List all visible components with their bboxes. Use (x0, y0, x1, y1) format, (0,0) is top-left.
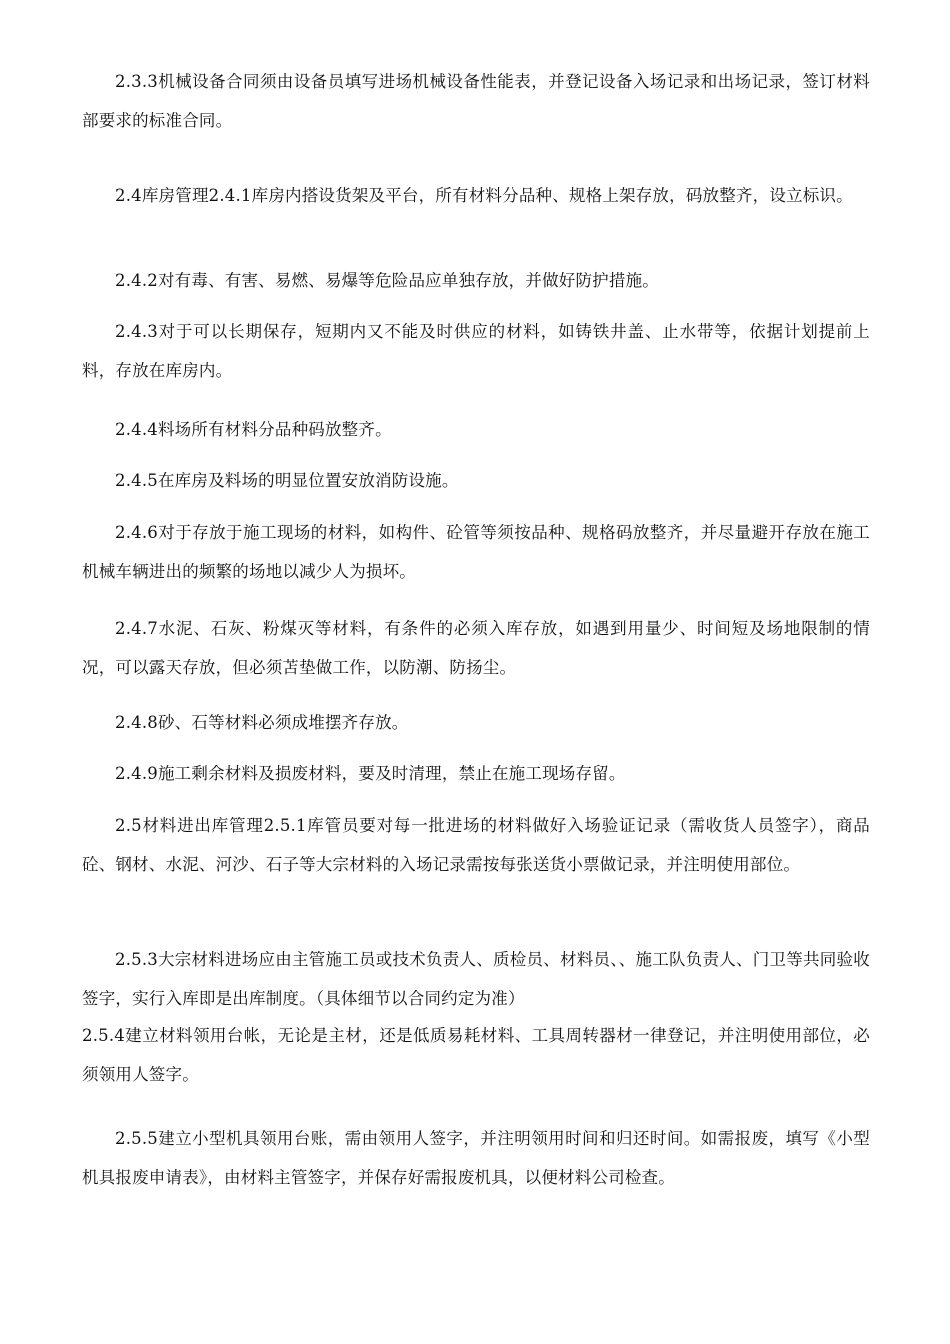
paragraph-2-4-3: 2.4.3对于可以长期保存，短期内又不能及时供应的材料，如铸铁井盖、止水带等，依据计划提前上料，存放在库房内。 (82, 322, 870, 380)
paragraph-2-4-4: 2.4.4料场所有材料分品种码放整齐。 (115, 420, 392, 439)
paragraph-2-5: 2.5材料进出库管理2.5.1库管员要对每一批进场的材料做好入场验证记录（需收货人员签字），商品砼、钢材、水泥、河沙、石子等大宗材料的入场记录需按每张送货小票做记录，并注明使用部位。 (82, 816, 870, 874)
paragraph-2-4: 2.4库房管理2.4.1库房内搭设货架及平台，所有材料分品种、规格上架存放，码放整齐，设立标识。 (115, 186, 853, 205)
paragraph-2-4-2: 2.4.2对有毒、有害、易燃、易爆等危险品应单独存放，并做好防护措施。 (115, 271, 659, 290)
paragraph-2-4-5: 2.4.5在库房及料场的明显位置安放消防设施。 (115, 471, 459, 490)
paragraph-2-5-5: 2.5.5建立小型机具领用台账，需由领用人签字，并注明领用时间和归还时间。如需报废，填写《小型机具报废申请表》，由材料主管签字，并保存好需报废机具，以便材料公司检查。 (82, 1129, 870, 1187)
paragraph-2-4-7: 2.4.7水泥、石灰、粉煤灭等材料，有条件的必须入库存放，如遇到用量少、时间短及场地限制的情况，可以露天存放，但必须苫垫做工作，以防潮、防扬尘。 (82, 619, 870, 677)
paragraph-2-5-4: 2.5.4建立材料领用台帐，无论是主材，还是低质易耗材料、工具周转器材一律登记，并注明使用部位，必须领用人签字。 (82, 1026, 870, 1084)
paragraph-2-5-3: 2.5.3大宗材料进场应由主管施工员或技术负责人、质检员、材料员、、施工队负责人、门卫等共同验收签字，实行入库即是出库制度。（具体细节以合同约定为准） (82, 950, 870, 1008)
paragraph-2-3-3: 2.3.3机械设备合同须由设备员填写进场机械设备性能表，并登记设备入场记录和出场记录，签订材料部要求的标准合同。 (82, 72, 870, 130)
paragraph-2-4-9: 2.4.9施工剩余材料及损废材料，要及时清理，禁止在施工现场存留。 (115, 764, 626, 783)
paragraph-2-4-6: 2.4.6对于存放于施工现场的材料，如构件、砼管等须按品种、规格码放整齐，并尽量避开存放在施工机械车辆进出的频繁的场地以减少人为损坏。 (82, 523, 870, 581)
paragraph-2-4-8: 2.4.8砂、石等材料必须成堆摆齐存放。 (115, 713, 409, 732)
